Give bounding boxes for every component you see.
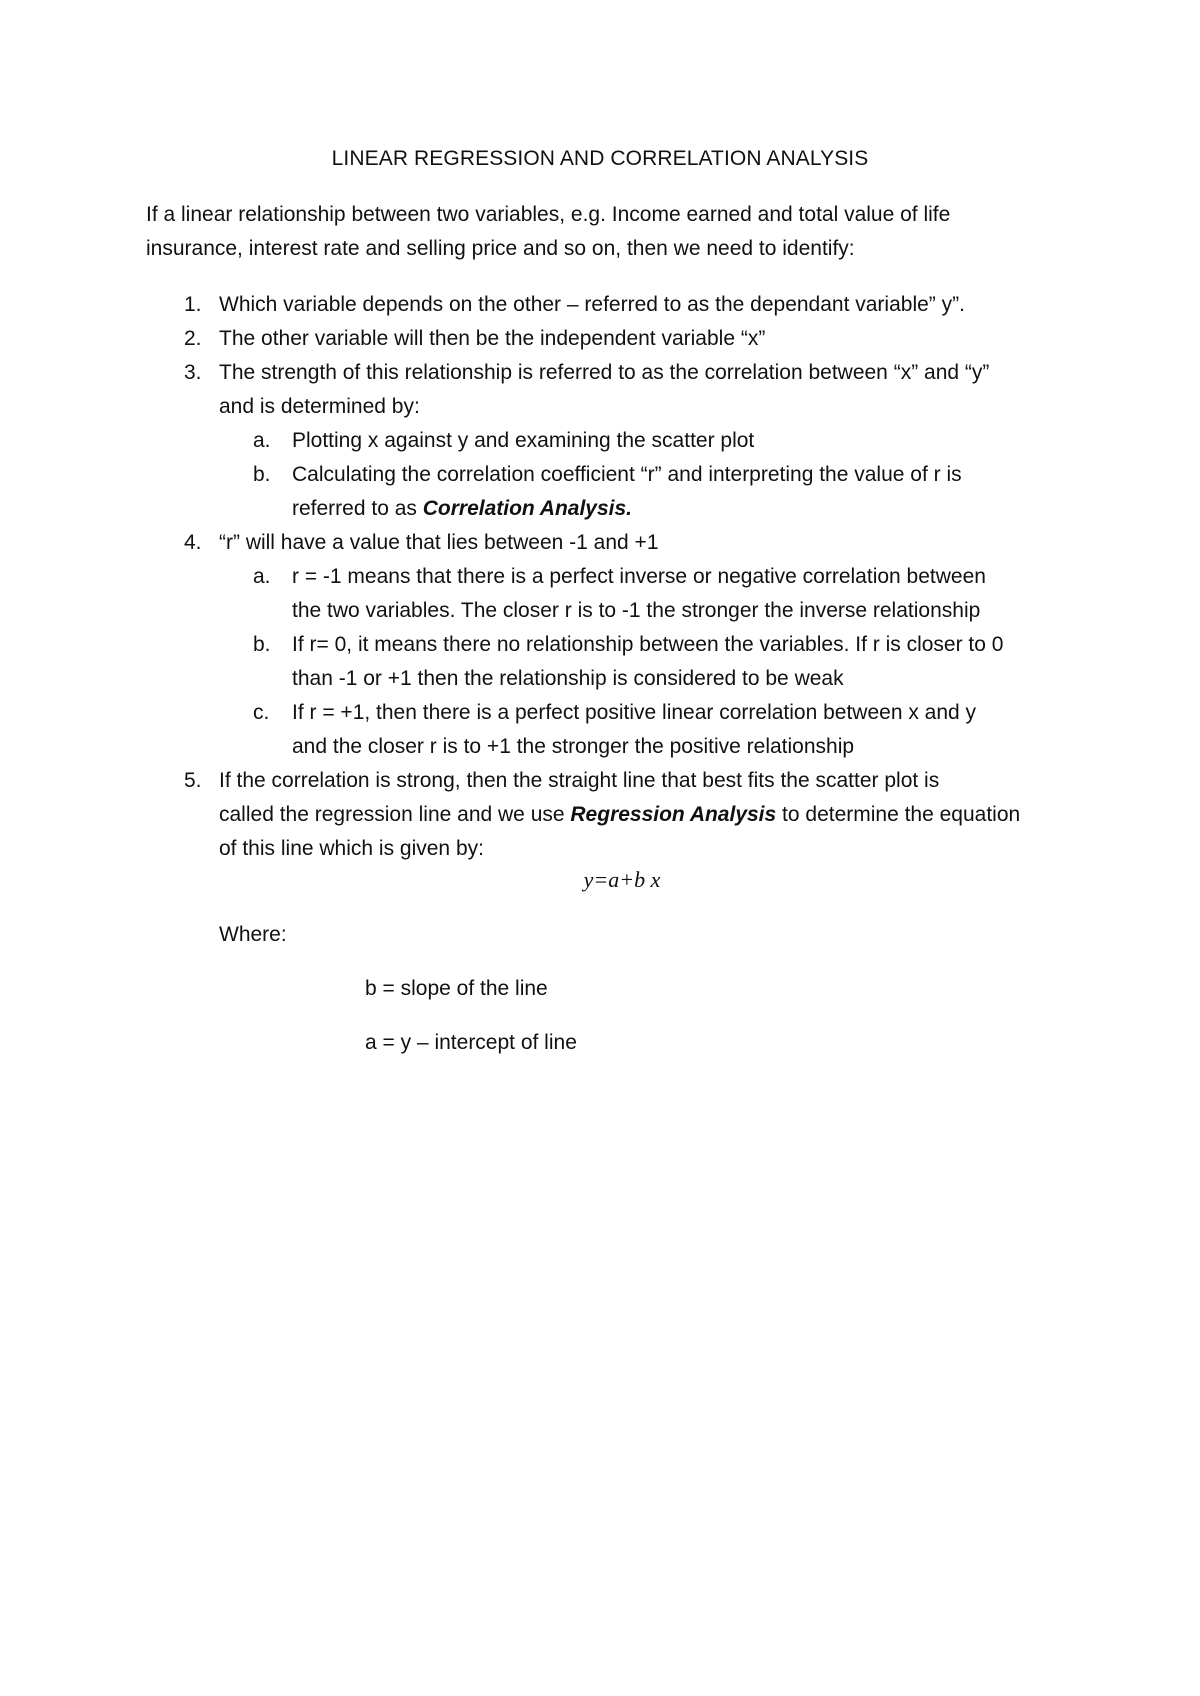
item-3a-text: Plotting x against y and examining the scatter plot (292, 429, 755, 452)
item-3b-text-line-2 (292, 496, 632, 522)
item-2-text: The other variable will then be the independent variable “x” (219, 327, 766, 350)
correlation-analysis-emphasis: Correlation Analysis. (422, 497, 633, 520)
item-5-text-tail: to determine the equation (776, 803, 1021, 826)
item-3b-text-lead: referred to as (292, 497, 423, 520)
item-4b-text-line-2: than -1 or +1 then the relationship is considered to be weak (292, 667, 844, 690)
definition-intercept: a = y – intercept of line (365, 1031, 577, 1054)
definition-slope: b = slope of the line (365, 977, 548, 1000)
intro-line-1: If a linear relationship between two variables, e.g. Income earned and total value of life (146, 203, 951, 226)
document-title: LINEAR REGRESSION AND CORRELATION ANALYSIS (331, 147, 869, 170)
item-5-marker: 5. (184, 769, 202, 792)
where-label: Where: (219, 923, 287, 946)
item-2-marker: 2. (184, 327, 202, 350)
regression-analysis-emphasis: Regression Analysis (570, 803, 777, 826)
item-4-marker: 4. (184, 531, 202, 554)
item-5-text-lead: called the regression line and we use (219, 803, 571, 826)
item-4a-text-line-1: r = -1 means that there is a perfect inverse or negative correlation between (292, 565, 986, 588)
item-4c-marker: c. (253, 701, 270, 724)
item-4c-text-line-2: and the closer r is to +1 the stronger the positive relationship (292, 735, 855, 758)
item-5-text-line-3: of this line which is given by: (219, 837, 484, 860)
item-3-text-line-2: and is determined by: (219, 395, 420, 418)
item-4b-text-line-1: If r= 0, it means there no relationship between the variables. If r is closer to 0 (292, 633, 1004, 656)
item-5-text-line-2 (219, 802, 1020, 828)
item-3-text-line-1: The strength of this relationship is referred to as the correlation between “x” and “y” (219, 361, 990, 384)
item-3b-marker: b. (253, 463, 271, 486)
item-3-marker: 3. (184, 361, 202, 384)
item-5-text-line-1: If the correlation is strong, then the straight line that best fits the scatter plot is (219, 769, 940, 792)
item-1-marker: 1. (184, 293, 202, 316)
item-4a-text-line-2: the two variables. The closer r is to -1 the stronger the inverse relationship (292, 599, 981, 622)
item-1-text: Which variable depends on the other – referred to as the dependant variable” y”. (219, 293, 965, 316)
item-4-text: “r” will have a value that lies between -1 and +1 (219, 531, 659, 554)
item-4a-marker: a. (253, 565, 271, 588)
item-4b-marker: b. (253, 633, 271, 656)
regression-equation: y=a+b x (583, 867, 661, 892)
item-3b-text-line-1: Calculating the correlation coefficient “r” and interpreting the value of r is (292, 463, 962, 486)
intro-line-2: insurance, interest rate and selling price and so on, then we need to identify: (146, 237, 855, 260)
item-3a-marker: a. (253, 429, 271, 452)
item-4c-text-line-1: If r = +1, then there is a perfect positive linear correlation between x and y (292, 701, 977, 724)
